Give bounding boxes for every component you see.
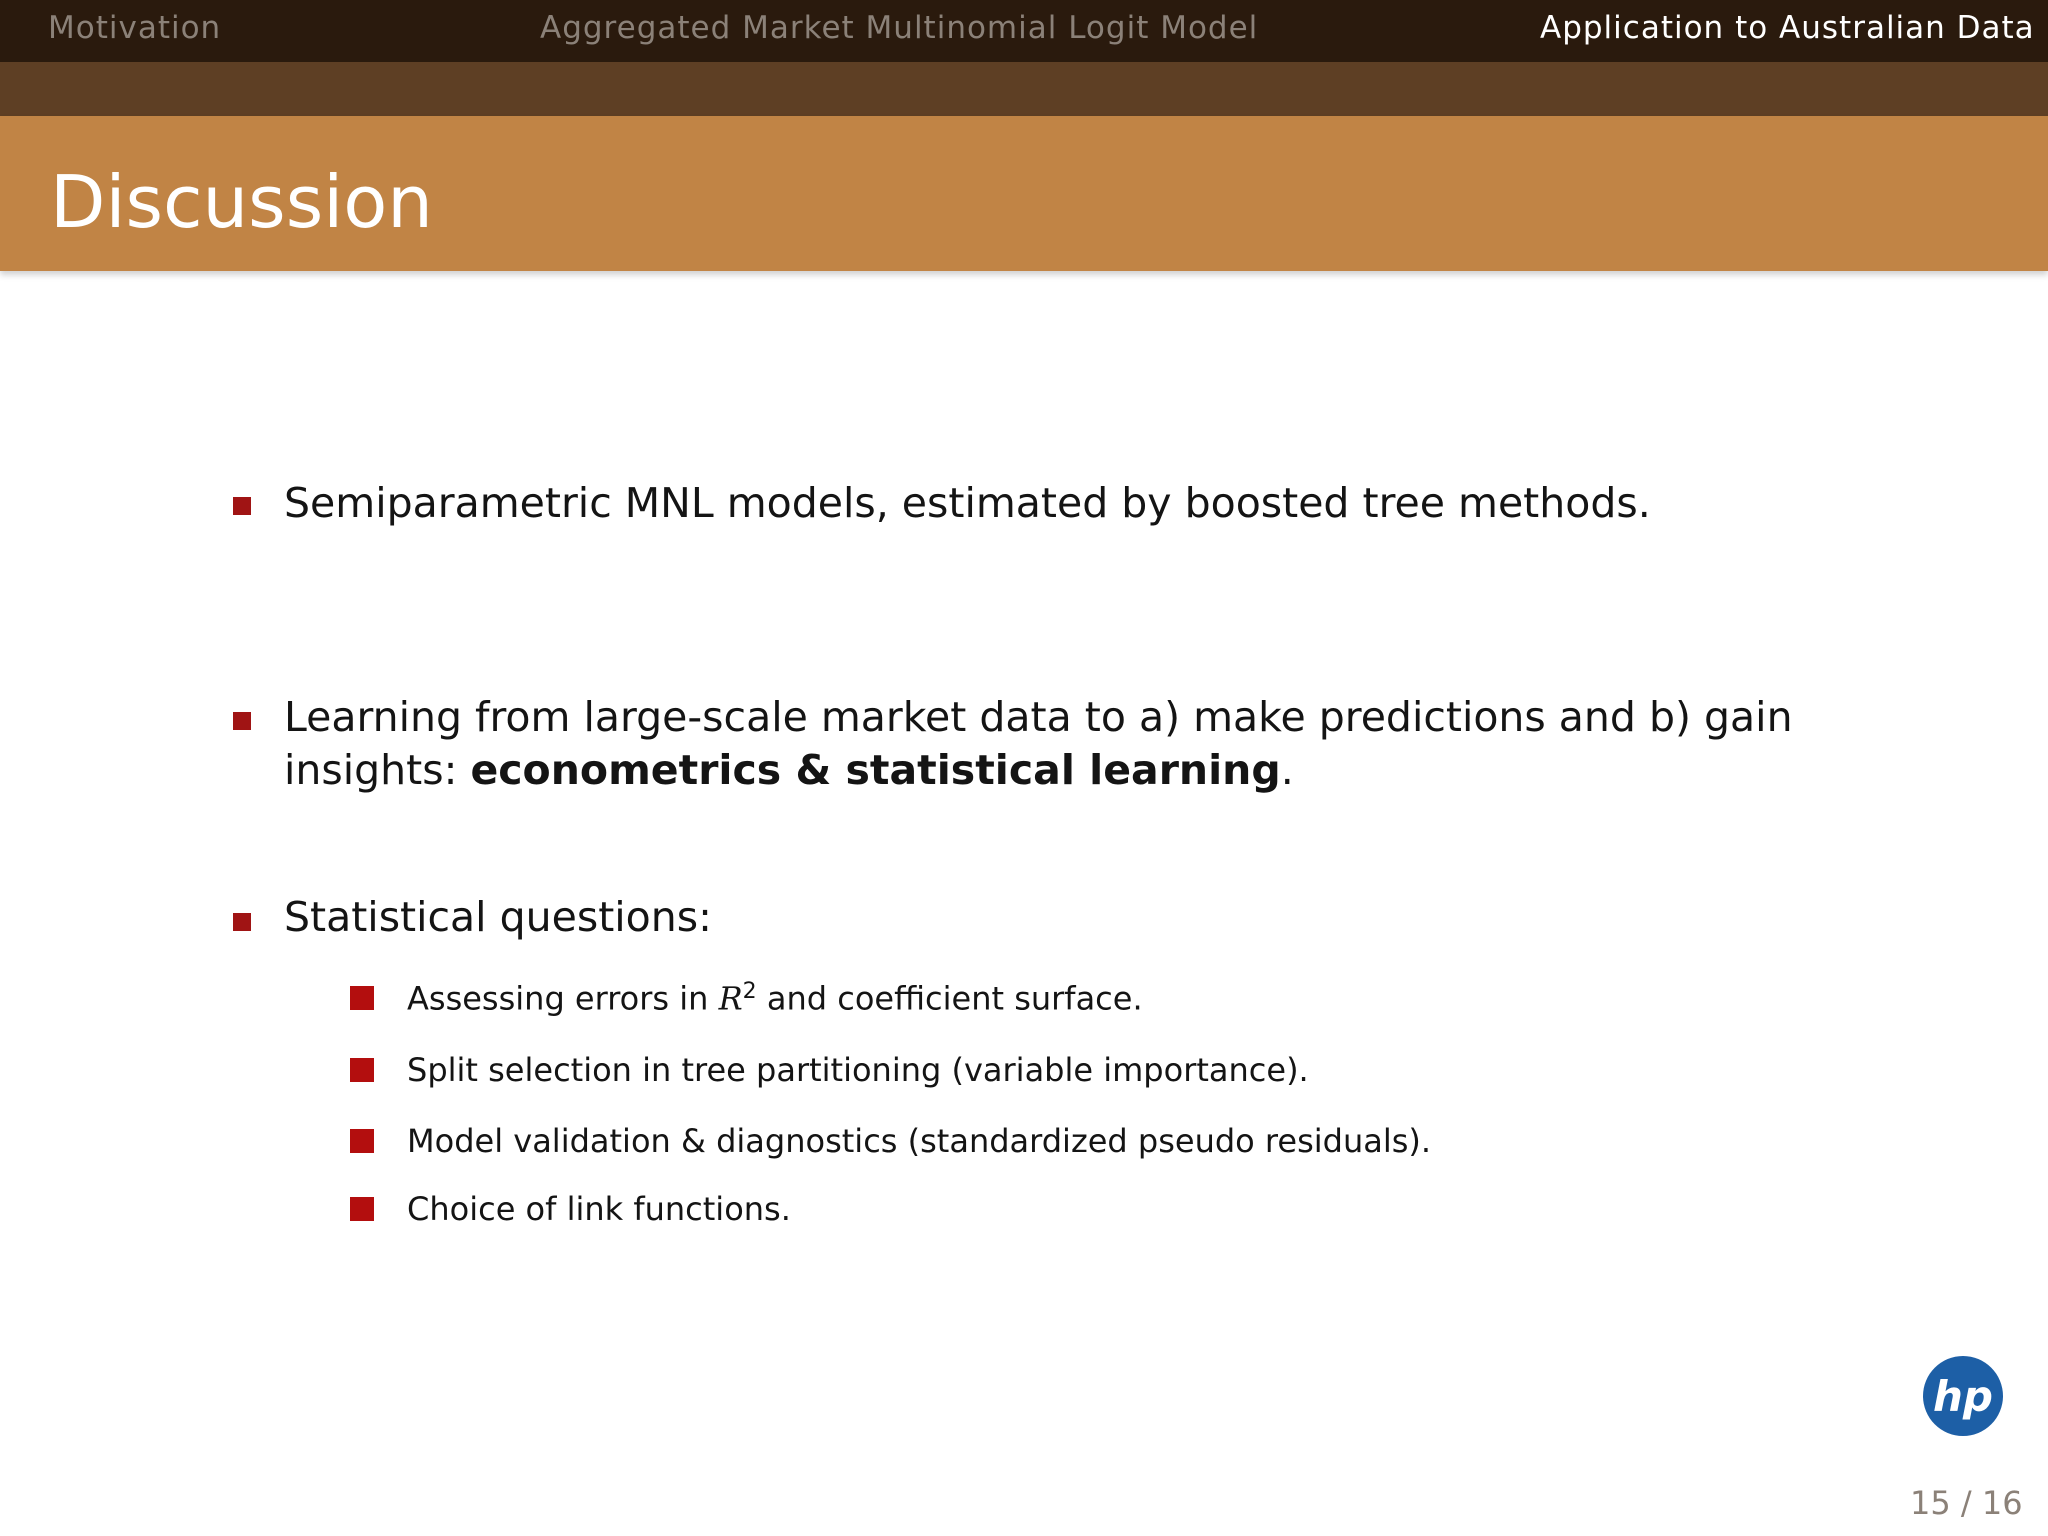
bullet-text: Semiparametric MNL models, estimated by boosted tree methods.	[284, 479, 1651, 527]
bullet-marker	[233, 712, 251, 730]
bullet-marker	[233, 913, 251, 931]
subitem-prefix: Assessing errors in	[407, 979, 709, 1018]
bullet-marker	[233, 497, 251, 515]
nav-section-motivation[interactable]: Motivation	[48, 10, 222, 46]
bullet-text: Statistical questions:	[284, 893, 712, 941]
bullet-text-suffix: .	[1280, 746, 1294, 794]
subitem-text: Model validation & diagnostics (standardized pseudo residuals).	[407, 1122, 1432, 1160]
subitem-text	[407, 979, 1143, 1018]
title-bar	[0, 116, 2048, 271]
bullet-text-prefix: insights:	[284, 746, 458, 794]
nav-section-application[interactable]: Application to Australian Data	[1540, 10, 2035, 46]
subitem-text: Split selection in tree partitioning (variable importance).	[407, 1051, 1309, 1089]
subbullet-marker	[350, 1197, 374, 1221]
bullet-text-line1: Learning from large-scale market data to a) make predictions and b) gain	[284, 693, 1793, 741]
bullet-text-line2	[284, 743, 1294, 797]
navigation-bar	[0, 0, 2048, 62]
page-number: 15 / 16	[1910, 1484, 2023, 1522]
subitem-suffix: and coefficient surface.	[766, 979, 1143, 1018]
nav-section-mnl-model[interactable]: Aggregated Market Multinomial Logit Model	[540, 10, 1259, 46]
logo-text: hp	[1933, 1372, 1993, 1421]
hp-logo	[1922, 1355, 2004, 1437]
subbullet-marker	[350, 1058, 374, 1082]
slide-title: Discussion	[50, 160, 433, 244]
subbullet-marker	[350, 1129, 374, 1153]
subitem-text: Choice of link functions.	[407, 1190, 791, 1228]
math-variable: R	[718, 979, 743, 1018]
subbullet-marker	[350, 986, 374, 1010]
bullet-text-emphasis: econometrics & statistical learning	[470, 746, 1281, 794]
math-superscript: 2	[742, 979, 757, 1004]
subsection-band	[0, 62, 2048, 116]
